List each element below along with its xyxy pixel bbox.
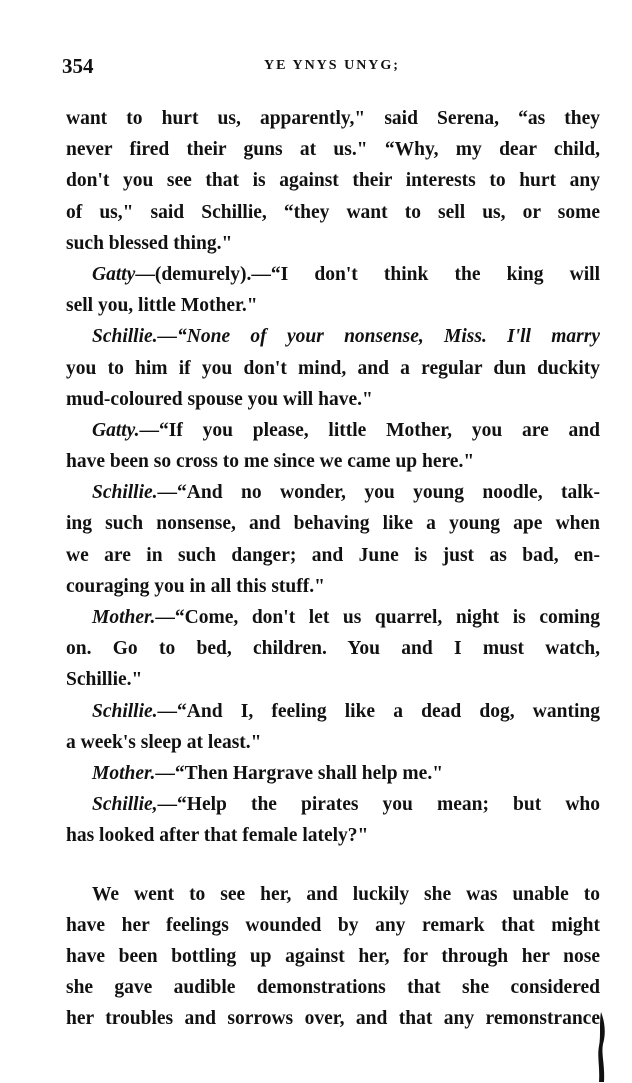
paragraph-gap <box>66 852 600 879</box>
line-text: have been so cross to me since we came up here." <box>66 451 475 473</box>
text-line <box>66 879 600 910</box>
line-text: have been bottling up against her, for through her nose <box>66 945 600 967</box>
line-text: couraging you in all this stuff." <box>66 575 325 597</box>
speaker-name: Schillie. <box>92 326 158 348</box>
text-line <box>66 941 600 972</box>
speaker-name: Gatty. <box>92 419 140 441</box>
line-text: her troubles and sorrows over, and that any remonstrance <box>66 1008 600 1030</box>
line-text: Schillie." <box>66 669 143 691</box>
line-text: —“And no wonder, you young noodle, talk- <box>157 482 600 504</box>
text-line <box>66 789 600 820</box>
body-text <box>66 103 600 1034</box>
speaker-name: Mother. <box>92 607 156 628</box>
text-line <box>66 197 600 228</box>
text-line <box>66 228 600 259</box>
text-line <box>66 415 600 446</box>
speaker-name: Gatty <box>92 263 136 285</box>
line-text: you to him if you don't mind, and a regular dun duckity <box>66 357 600 379</box>
line-text: we are in such danger; and June is just as bad, en- <box>66 544 600 566</box>
line-text: don't you see that is against their interests to hurt any <box>66 170 600 192</box>
text-line <box>66 508 600 539</box>
line-text: —“Then Hargrave shall help me." <box>155 762 444 784</box>
line-text: such blessed thing." <box>66 232 233 254</box>
page-header <box>62 54 602 84</box>
text-line <box>66 259 600 290</box>
text-line <box>66 477 600 508</box>
line-text: —“And I, feeling like a dead dog, wanting <box>157 700 600 722</box>
line-text: on. Go to bed, children. You and I must watch, <box>66 638 600 660</box>
text-line <box>66 384 600 415</box>
speaker-name: Schillie. <box>92 700 158 722</box>
text-line <box>66 290 600 321</box>
line-text: ing such nonsense, and behaving like a young ape when <box>66 513 600 535</box>
text-line <box>66 571 600 602</box>
line-text: —“Help the pirates you mean; but who <box>157 794 600 816</box>
line-text: We went to see her, and luckily she was unable to <box>92 883 600 905</box>
line-text: —“If you please, little Mother, you are and <box>139 419 600 441</box>
line-text: has looked after that female lately?" <box>66 825 369 847</box>
text-line <box>66 727 600 758</box>
line-text: never fired their guns at us." “Why, my dear child, <box>66 139 600 161</box>
text-line <box>66 446 600 477</box>
speaker-name: Schillie, <box>92 794 158 816</box>
text-line <box>66 820 600 851</box>
text-line <box>66 134 600 165</box>
speaker-name: Schillie. <box>92 482 158 504</box>
line-text: —“Come, don't let us quarrel, night is coming <box>155 607 600 628</box>
text-line <box>66 972 600 1003</box>
text-line <box>66 540 600 571</box>
text-line <box>66 758 600 789</box>
text-line <box>66 1003 600 1034</box>
text-line <box>66 103 600 134</box>
line-text: —(demurely).—“I don't think the king will <box>135 263 600 285</box>
line-text: she gave audible demonstrations that she considered <box>66 977 600 999</box>
page-edge-mark <box>596 1012 608 1082</box>
text-line <box>66 696 600 727</box>
running-head: YE YNYS UNYG; <box>264 58 400 73</box>
text-line <box>66 664 600 695</box>
text-line <box>66 321 600 352</box>
text-line <box>66 165 600 196</box>
line-text: of us," said Schillie, “they want to sell us, or some <box>66 201 600 223</box>
speaker-name: Mother. <box>92 762 156 784</box>
line-text: a week's sleep at least." <box>66 731 262 753</box>
line-text: mud-coloured spouse you will have." <box>66 388 373 410</box>
text-line <box>66 602 600 633</box>
line-text: have her feelings wounded by any remark that might <box>66 914 600 936</box>
line-text: want to hurt us, apparently," said Serena, “as they <box>66 108 600 129</box>
line-text: sell you, little Mother." <box>66 295 258 317</box>
page-number: 354 <box>62 54 94 78</box>
text-line <box>66 353 600 384</box>
text-line <box>66 910 600 941</box>
text-line <box>66 633 600 664</box>
line-text: —“None of your nonsense, Miss. I'll marry <box>157 326 600 348</box>
